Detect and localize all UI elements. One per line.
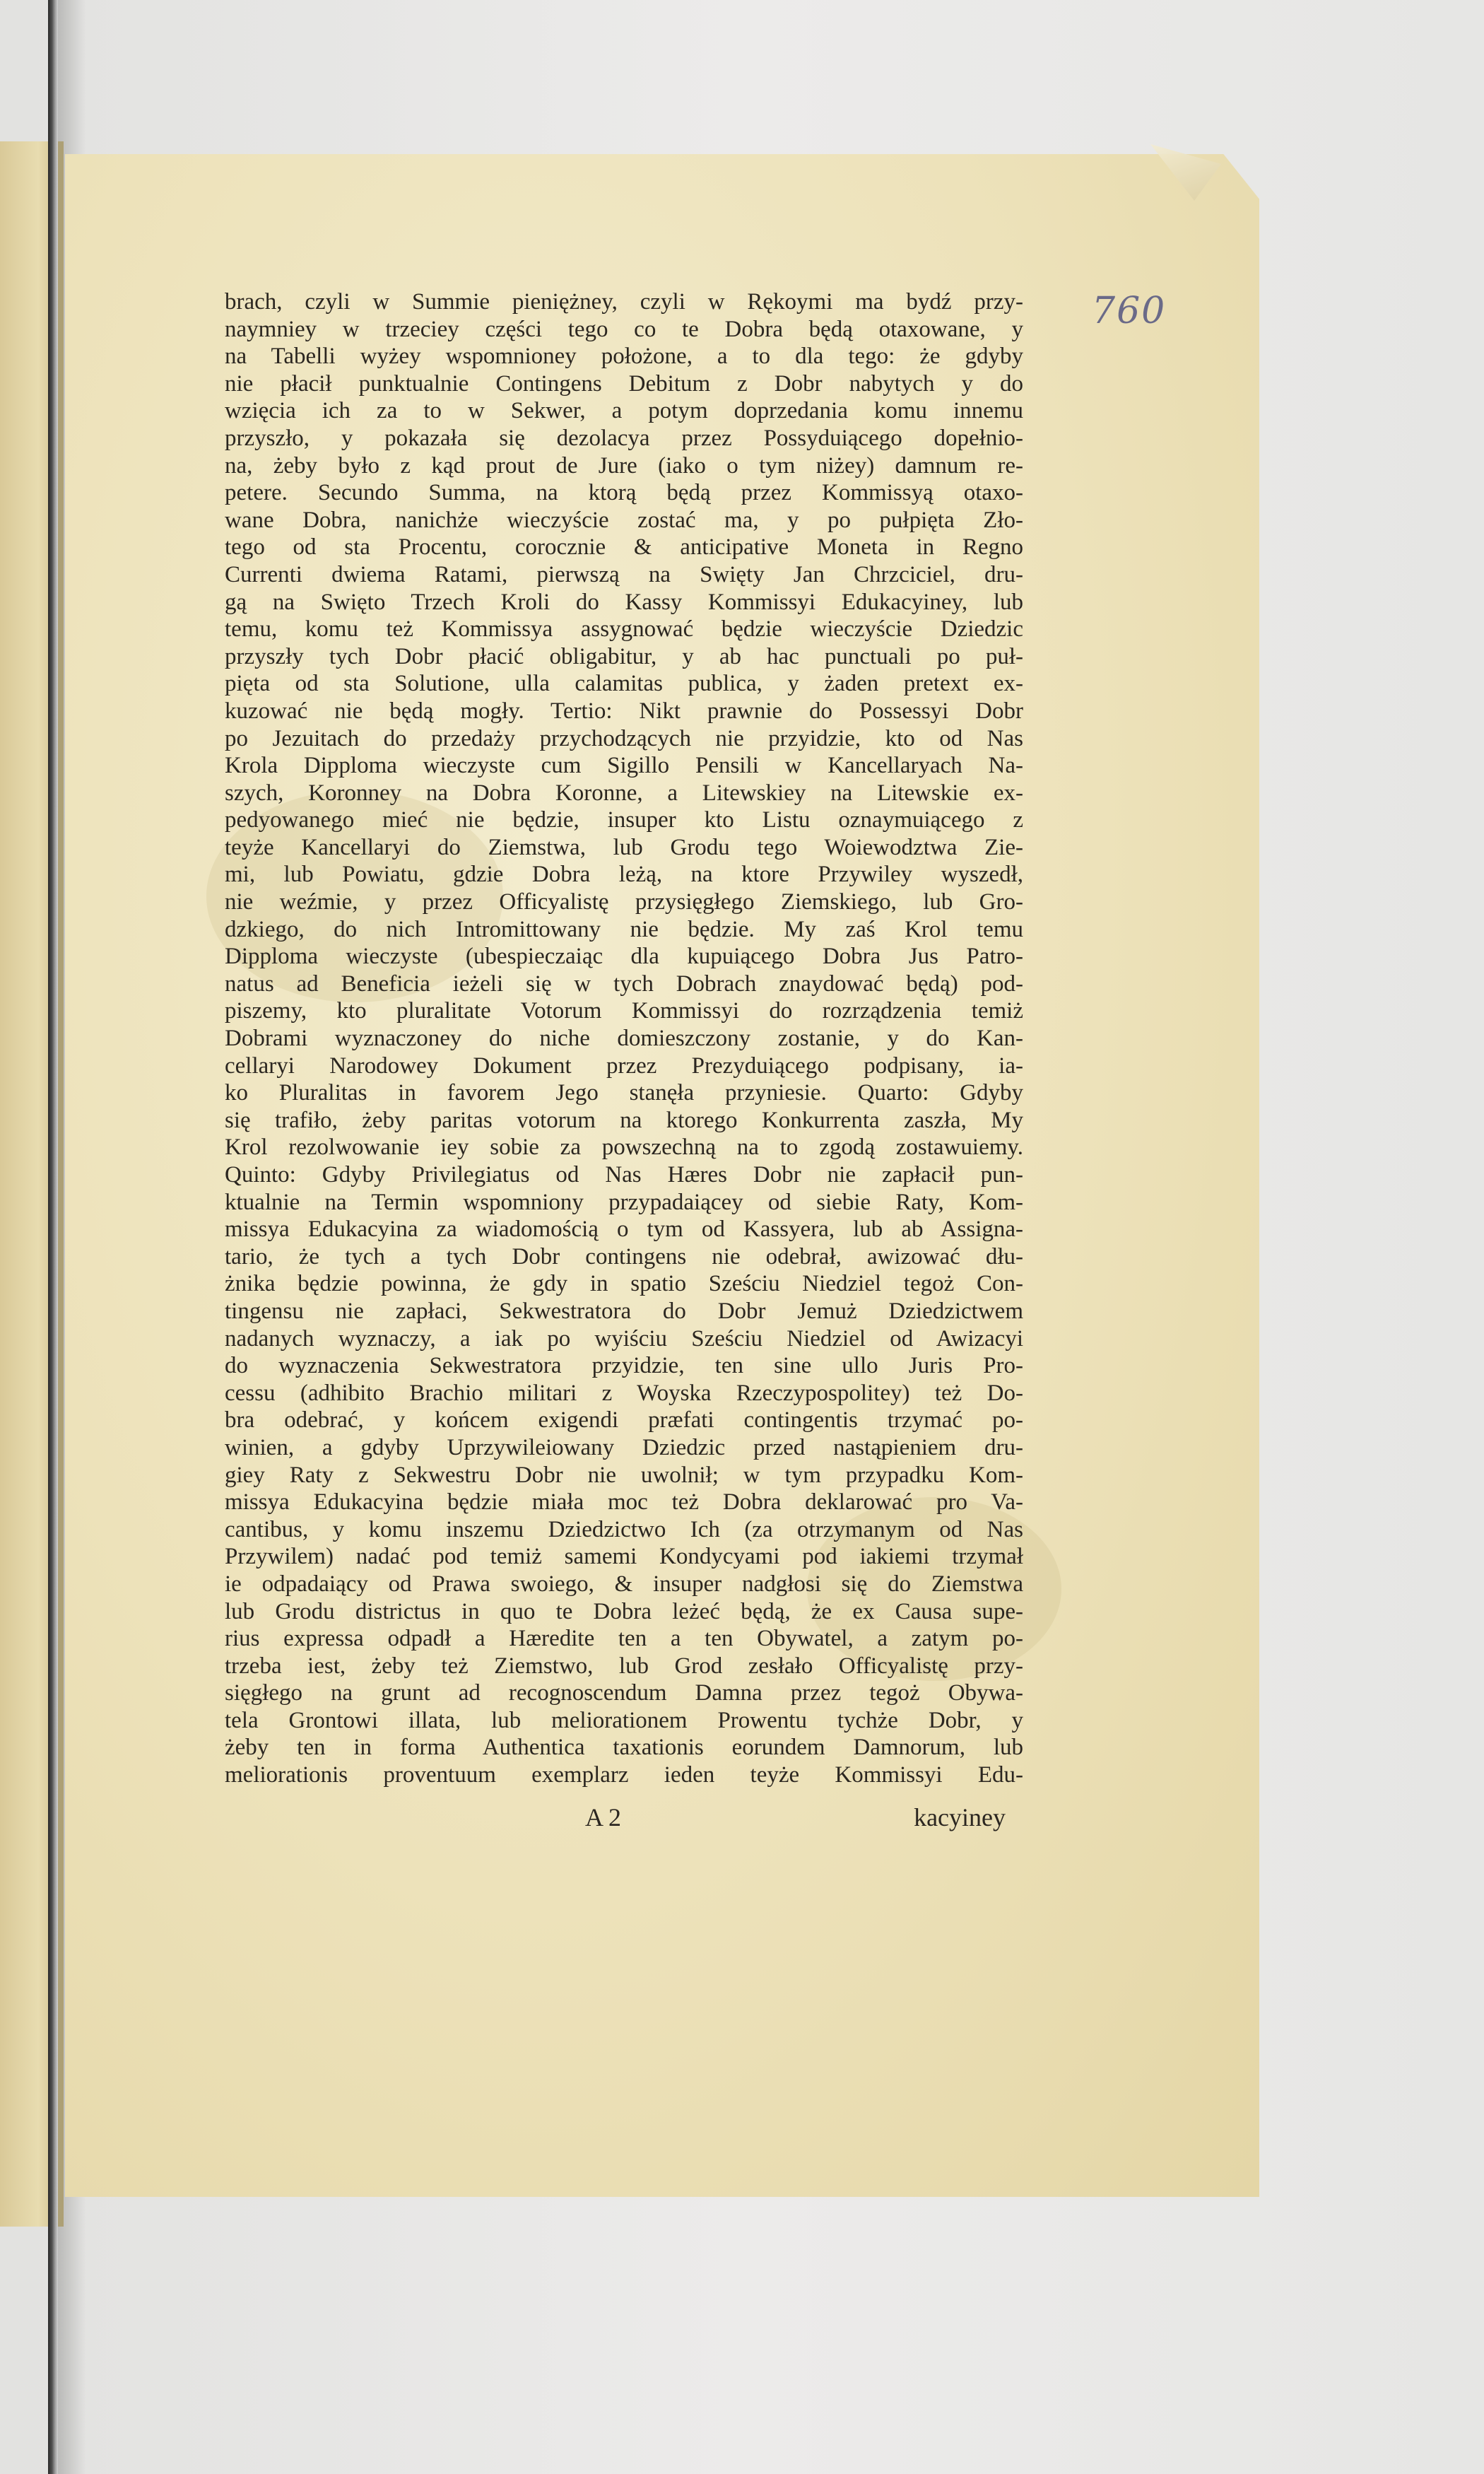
text-line: nie płacił punktualnie Contingens Debitum z Dobr nabytych y do [225, 370, 1023, 397]
text-line: Dipploma wieczyste (ubespieczaiąc dla kupuiącego Dobra Jus Patro- [225, 944, 1023, 970]
text-line: cellaryi Narodowey Dokument przez Prezyduiącego podpisany, ia- [225, 1053, 1023, 1079]
text-line: rius expressa odpadł a Hæredite ten a ten Obywatel, a zatym po- [225, 1626, 1023, 1652]
text-line: dzkiego, do nich Intromittowany nie będzie. My zaś Krol temu [225, 916, 1023, 942]
text-line: Currenti dwiema Ratami, pierwszą na Swięty Jan Chrzciciel, dru- [225, 561, 1023, 587]
text-line: teyże Kancellaryi do Ziemstwa, lub Grodu tego Woiewodztwa Zie- [225, 834, 1023, 860]
text-line: przyszło, y pokazała się dezolacya przez Possyduiącego dopełnio- [225, 425, 1023, 451]
text-line: tario, że tych a tych Dobr contingens nie odebrał, awizować dłu- [225, 1243, 1023, 1270]
text-line: temu, komu też Kommissya assygnować będzie wieczyście Dziedzic [225, 616, 1023, 643]
text-line: missya Edukacyina za wiadomością o tym od Kassyera, lub ab Assigna- [225, 1217, 1023, 1243]
text-line: mi, lub Powiatu, gdzie Dobra leżą, na ktore Przywiley wyszedł, [225, 862, 1023, 888]
text-line: winien, a gdyby Uprzywileiowany Dziedzic przed nastąpieniem dru- [225, 1434, 1023, 1460]
binding-gutter [48, 0, 58, 2474]
text-line: trzeba iest, żeby też Ziemstwo, lub Grod zesłało Officyalistę przy- [225, 1653, 1023, 1679]
text-line: nie weźmie, y przez Officyalistę przysięgłego Ziemskiego, lub Gro- [225, 889, 1023, 915]
text-line: meliorationis proventuum exemplarz ieden teyże Kommissyi Edu- [225, 1762, 1023, 1788]
text-line: się trafiło, żeby paritas votorum na ktorego Konkurrenta zaszła, My [225, 1107, 1023, 1133]
text-line: Quinto: Gdyby Privilegiatus od Nas Hæres Dobr nie zapłacił pun- [225, 1162, 1023, 1188]
text-line: naymniey w trzeciey części tego co te Dobra będą otaxowane, y [225, 316, 1023, 342]
text-line: Krola Dipploma wieczyste cum Sigillo Pensili w Kancellaryach Na- [225, 753, 1023, 779]
body-text [225, 288, 1023, 1789]
text-line: wane Dobra, nanichże wieczyście zostać ma, y po pułpięta Zło- [225, 507, 1023, 533]
text-line: żnika będzie powinna, że gdy in spatio Sześciu Niedziel tegoż Con- [225, 1271, 1023, 1297]
text-line: brach, czyli w Summie pieniężney, czyli w Rękoymi ma bydź przy- [225, 289, 1023, 315]
text-line: lub Grodu districtus in quo te Dobra leżeć będą, że ex Causa supe- [225, 1598, 1023, 1624]
text-line: żeby ten in forma Authentica taxationis eorundem Damnorum, lub [225, 1735, 1023, 1761]
text-line: nadanych wyznaczy, a iak po wyiściu Sześciu Niedziel od Awizacyi [225, 1325, 1023, 1352]
catchword: kacyiney [914, 1803, 1006, 1831]
text-line: giey Raty z Sekwestru Dobr nie uwolnił; w tym przypadku Kom- [225, 1462, 1023, 1488]
text-line: tego od sta Procentu, corocznie & anticipative Moneta in Regno [225, 534, 1023, 561]
text-line: gą na Swięto Trzech Kroli do Kassy Kommissyi Edukacyiney, lub [225, 589, 1023, 615]
text-line: petere. Secundo Summa, na ktorą będą przez Kommissyą otaxo- [225, 480, 1023, 506]
text-line: Dobrami wyznaczoney do niche domieszczony zostanie, y do Kan- [225, 1026, 1023, 1052]
text-line: cessu (adhibito Brachio militari z Woyska Rzeczypospolitey) też Do- [225, 1380, 1023, 1406]
text-line: szych, Koronney na Dobra Koronne, a Litewskiey na Litewskie ex- [225, 780, 1023, 806]
text-line: tela Grontowi illata, lub meliorationem Prowentu tychże Dobr, y [225, 1707, 1023, 1733]
text-line: piszemy, kto pluralitate Votorum Kommissyi do rozrządzenia temiż [225, 998, 1023, 1024]
folio-number: 760 [1092, 290, 1167, 332]
text-line: do wyznaczenia Sekwestratora przyidzie, ten sine ullo Juris Pro- [225, 1353, 1023, 1379]
text-line: ktualnie na Termin wspomniony przypadaiącey od siebie Raty, Kom- [225, 1189, 1023, 1215]
signature-mark: A 2 [585, 1803, 622, 1831]
catchline [225, 1802, 1023, 1834]
text-line: cantibus, y komu inszemu Dziedzictwo Ich (za otrzymanym od Nas [225, 1516, 1023, 1542]
text-line: na Tabelli wyżey wspomnioney położone, a to dla tego: że gdyby [225, 344, 1023, 370]
text-line: kuzować nie będą mogły. Tertio: Nikt prawnie do Possessyi Dobr [225, 698, 1023, 724]
text-line: tingensu nie zapłaci, Sekwestratora do Dobr Jemuż Dziedzictwem [225, 1298, 1023, 1324]
text-line: ie odpadaiący od Prawa swoiego, & insuper nadgłosi się do Ziemstwa [225, 1571, 1023, 1597]
text-line: po Jezuitach do przedaży przychodzących nie przyidzie, kto od Nas [225, 725, 1023, 751]
text-line: przyszły tych Dobr płacić obligabitur, y ab hac punctuali po puł- [225, 643, 1023, 669]
text-line: bra odebrać, y końcem exigendi præfati contingentis trzymać po- [225, 1407, 1023, 1434]
text-line: sięgłego na grunt ad recognoscendum Damna przez tegoż Obywa- [225, 1680, 1023, 1706]
text-line: Przywilem) nadać pod temiż samemi Kondycyami pod iakiemi trzymał [225, 1544, 1023, 1570]
text-line: missya Edukacyina będzie miała moc też Dobra deklarować pro Va- [225, 1489, 1023, 1516]
text-line: pedyowanego mieć nie będzie, insuper kto Listu oznaymuiącego z [225, 807, 1023, 833]
text-line: wzięcia ich za to w Sekwer, a potym doprzedania komu innemu [225, 398, 1023, 424]
text-line: na, żeby było z kąd prout de Jure (iako o tym niżey) damnum re- [225, 452, 1023, 479]
text-line: ko Pluralitas in favorem Jego stanęła przyniesie. Quarto: Gdyby [225, 1080, 1023, 1106]
text-line: natus ad Beneficia ieżeli się w tych Dobrach znaydować będą) pod- [225, 971, 1023, 997]
text-line: pięta od sta Solutione, ulla calamitas publica, y żaden pretext ex- [225, 671, 1023, 697]
text-line: Krol rezolwowanie iey sobie za powszechną na to zgodą zostawuiemy. [225, 1135, 1023, 1161]
